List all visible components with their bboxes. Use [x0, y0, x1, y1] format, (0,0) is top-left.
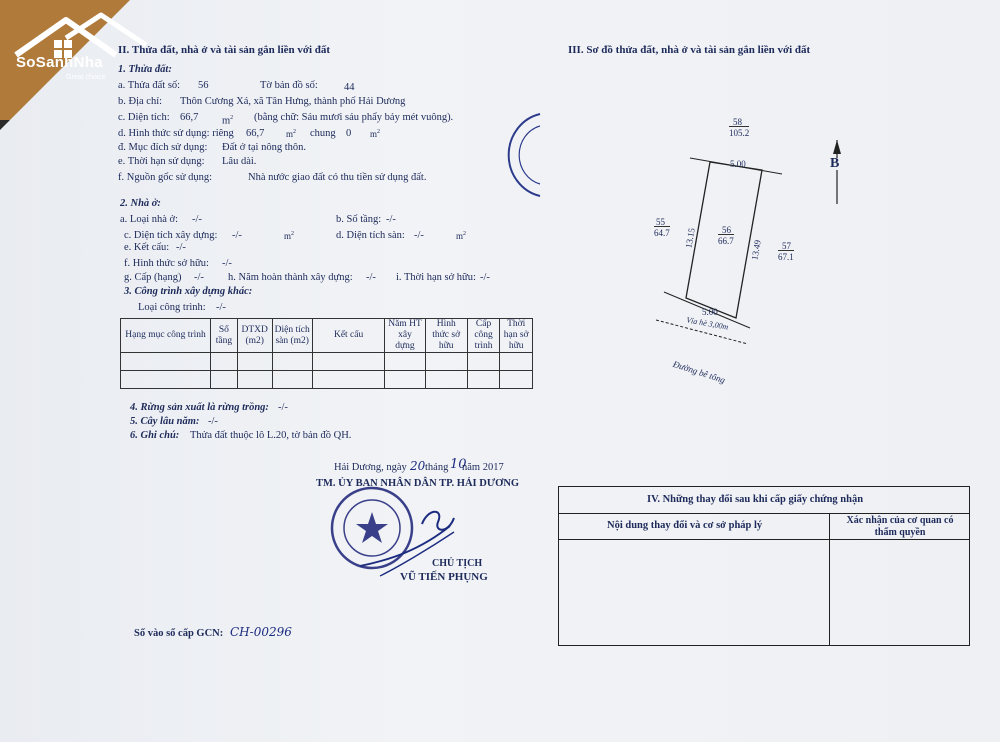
area-words: (bằng chữ: Sáu mươi sáu phẩy bảy mét vuông). — [254, 112, 454, 123]
col-header: Thời hạn sở hữu — [500, 319, 533, 353]
own-term-value: -/- — [480, 272, 490, 283]
col-confirm-header: Xác nhận của cơ quan có thẩm quyền — [846, 515, 954, 538]
grade-label: g. Cấp (hạng) — [124, 272, 182, 283]
use-form-private: 66,7 — [246, 128, 265, 139]
build-area-value: -/- — [232, 230, 242, 241]
col-header: Diện tích sàn (m2) — [272, 319, 312, 353]
map-number: 44 — [344, 82, 355, 93]
north-arrow-icon — [830, 140, 844, 204]
parcel-58-id: 58 — [733, 117, 742, 127]
col-header: Cấp công trình — [467, 319, 500, 353]
col-header: DTXD (m2) — [237, 319, 272, 353]
build-area-label: c. Diện tích xây dựng: — [124, 230, 218, 241]
parcel-56-id: 56 — [722, 225, 731, 235]
table-row — [121, 371, 533, 389]
section3-title: III. Sơ đồ thửa đất, nhà ở và tài sản gắn liền với đất — [568, 44, 811, 56]
road-label: Đường bê tông — [671, 358, 727, 386]
dim-bottom: 5.00 — [702, 307, 718, 317]
year-value: -/- — [366, 272, 376, 283]
sign-place: Hải Dương, ngày — [334, 462, 407, 473]
col-header: Hình thức sở hữu — [425, 319, 467, 353]
origin-label: f. Nguồn gốc sử dụng: — [118, 172, 213, 183]
floors-label: b. Số tầng: — [336, 214, 382, 225]
use-form-label: d. Hình thức sử dụng: riêng — [118, 128, 234, 139]
dim-right: 13.49 — [749, 239, 763, 261]
north-label: B — [830, 156, 840, 171]
area-label: c. Diện tích: — [118, 112, 170, 123]
house-type-value: -/- — [192, 214, 202, 225]
floor-area-label: d. Diện tích sàn: — [336, 230, 405, 241]
section2-title: II. Thửa đất, nhà ở và tài sản gắn liền với đất — [118, 44, 331, 56]
ownership-label: f. Hình thức sở hữu: — [124, 258, 209, 269]
sidewalk-label: Vỉa hè 3,00m — [685, 315, 729, 332]
col-changes-header: Nội dung thay đổi và cơ sở pháp lý — [607, 520, 763, 531]
signer-name: VŨ TIẾN PHỤNG — [400, 571, 488, 583]
floors-value: -/- — [386, 214, 396, 225]
changes-table — [558, 486, 970, 646]
parcel-55-id: 55 — [656, 217, 665, 227]
house-heading: 2. Nhà ở: — [120, 198, 161, 209]
parcel-55-area: 64.7 — [654, 228, 670, 238]
use-form-shared-label: chung — [310, 128, 336, 139]
works-table — [120, 318, 533, 389]
floor-area-value: -/- — [414, 230, 424, 241]
house-type-label: a. Loại nhà ở: — [120, 214, 179, 225]
area-unit: $m^2$ — [222, 115, 234, 127]
section4-title: IV. Những thay đổi sau khi cấp giấy chứng nhận — [647, 494, 864, 505]
sign-day: 20 — [410, 459, 426, 473]
address-label: b. Địa chỉ: — [118, 96, 163, 107]
dim-left: 13.15 — [683, 227, 697, 249]
parcel-57-id: 57 — [782, 241, 791, 251]
col-header: Số tầng — [211, 319, 238, 353]
dim-top: 5.00 — [730, 159, 746, 169]
structure-value: -/- — [176, 242, 186, 253]
sign-year: năm 2017 — [462, 462, 504, 473]
own-term-label: i. Thời hạn sở hữu: — [396, 272, 476, 283]
col-header: Hạng mục công trình — [121, 319, 211, 353]
table-row — [121, 353, 533, 371]
forest-value: -/- — [278, 402, 288, 413]
signer-title: CHỦ TỊCH — [432, 558, 483, 569]
parcel-number: 56 — [198, 80, 209, 91]
structure-label: e. Kết cấu: — [124, 242, 170, 253]
purpose-value: Đất ở tại nông thôn. — [222, 142, 306, 153]
year-label: h. Năm hoàn thành xây dựng: — [228, 272, 353, 283]
sign-month: 10 — [450, 457, 467, 472]
map-label: Tờ bản đồ số: — [260, 80, 318, 91]
watermark-brand: SoSanhNha — [16, 54, 103, 71]
use-form-unit: $m^2$ — [286, 129, 297, 139]
use-form-shared: 0 — [346, 128, 352, 139]
perennial-value: -/- — [208, 416, 218, 427]
use-form-shared-unit: $m^2$ — [370, 129, 381, 139]
term-label: e. Thời hạn sử dụng: — [118, 156, 205, 167]
sign-org: TM. ỦY BAN NHÂN DÂN TP. HẢI DƯƠNG — [316, 478, 520, 489]
watermark-tagline: Great choice — [66, 74, 106, 81]
note-value: Thửa đất thuộc lô L.20, tờ bản đồ QH. — [190, 430, 352, 441]
gcn-label: Số vào sổ cấp GCN: — [134, 628, 224, 639]
address-value: Thôn Cương Xá, xã Tân Hưng, thành phố Hải Dương — [180, 96, 406, 107]
parcel-56-area: 66.7 — [718, 236, 734, 246]
sign-month-label: tháng — [425, 462, 449, 473]
land-heading: 1. Thửa đất: — [118, 64, 172, 75]
col-header: Năm HT xây dựng — [385, 319, 425, 353]
note-label: 6. Ghi chú: — [130, 430, 180, 441]
works-type-value: -/- — [216, 302, 226, 313]
term-value: Lâu dài. — [222, 156, 257, 167]
grade-value: -/- — [194, 272, 204, 283]
works-type-label: Loại công trình: — [138, 302, 206, 313]
works-heading: 3. Công trình xây dựng khác: — [124, 286, 253, 297]
parcel-57-area: 67.1 — [778, 252, 794, 262]
approval-stamp-icon — [494, 112, 542, 198]
col-header: Kết cấu — [312, 319, 385, 353]
parcel-label: a. Thửa đất số: — [118, 80, 181, 91]
ownership-value: -/- — [222, 258, 232, 269]
gcn-number: CH-00296 — [230, 625, 292, 639]
forest-label: 4. Rừng sản xuất là rừng trồng: — [130, 402, 269, 413]
purpose-label: đ. Mục đích sử dụng: — [118, 142, 208, 153]
area-value: 66,7 — [180, 112, 199, 123]
floor-area-unit: $m^2$ — [456, 231, 467, 241]
origin-value: Nhà nước giao đất có thu tiền sử dụng đất. — [248, 172, 427, 183]
parcel-58-area: 105.2 — [729, 128, 750, 138]
perennial-label: 5. Cây lâu năm: — [130, 416, 200, 427]
build-area-unit: $m^2$ — [284, 231, 295, 241]
